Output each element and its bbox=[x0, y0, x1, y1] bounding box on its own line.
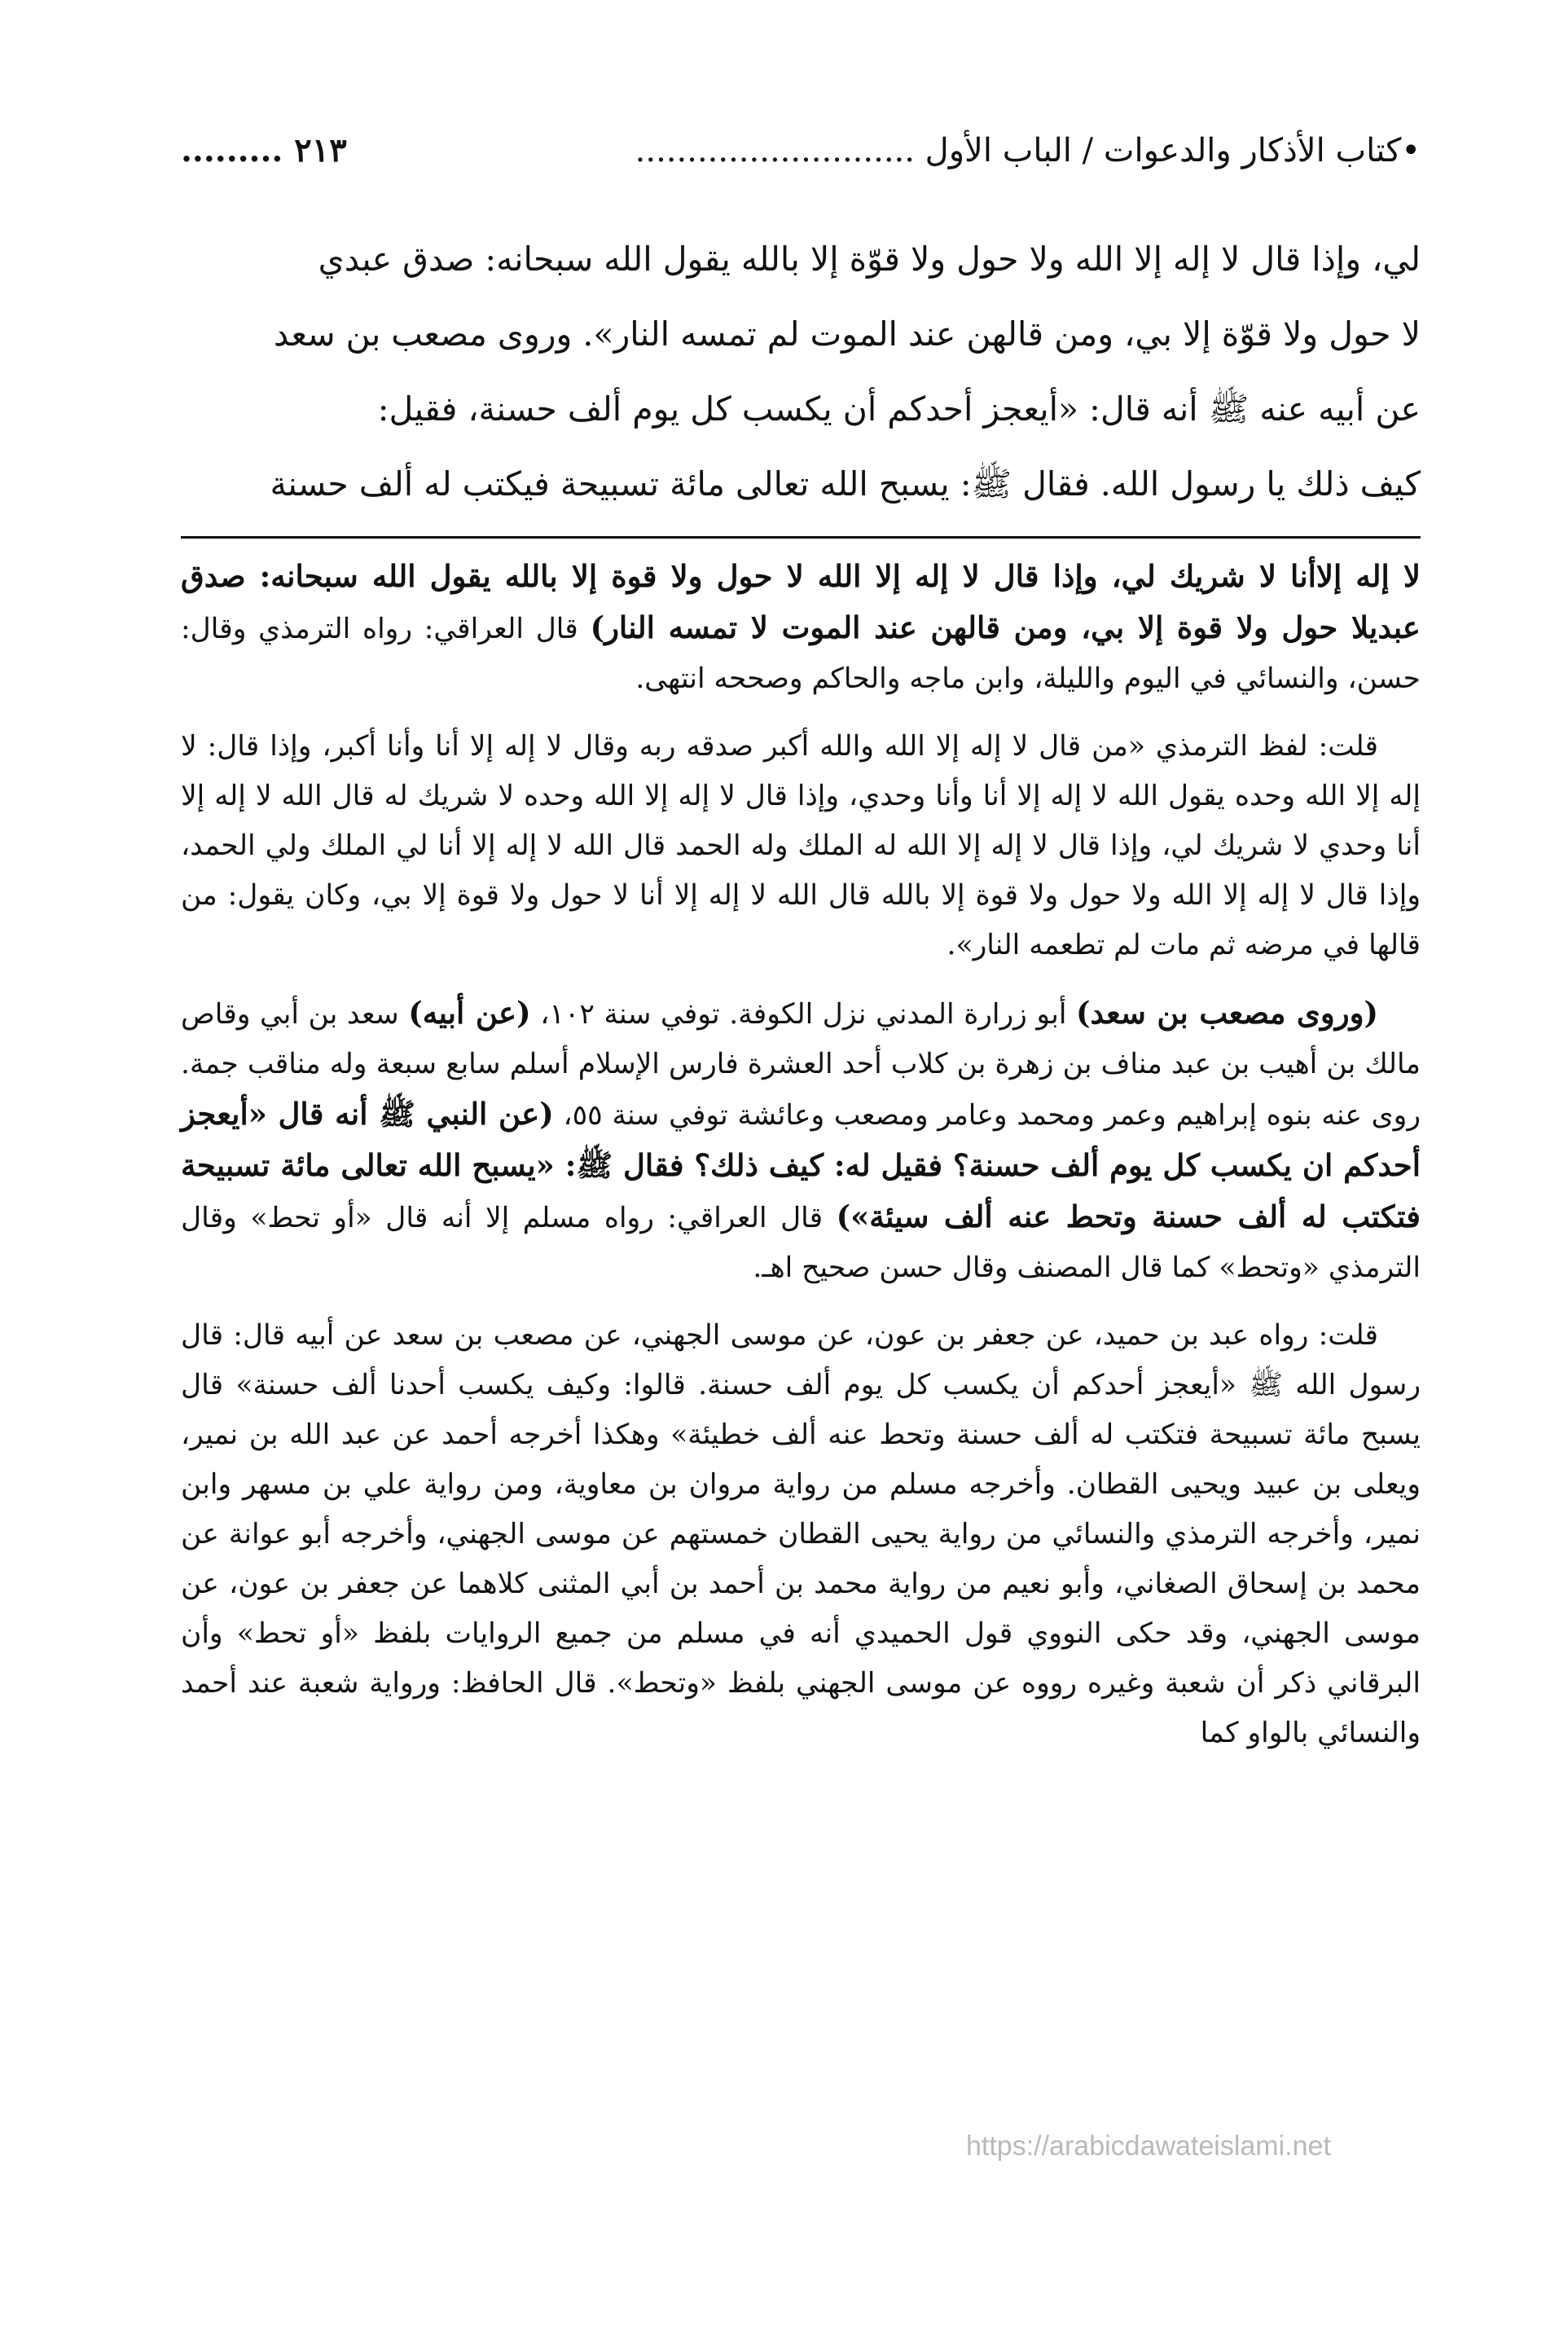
main-text-line: لا حول ولا قوّة إلا بي، ومن قالهن عند الموت لم تمسه النار». وروى مصعب بن سعد bbox=[273, 315, 1421, 354]
commentary-paragraph-1 bbox=[181, 552, 1421, 704]
book-page bbox=[181, 122, 1421, 1776]
separator-rule bbox=[181, 536, 1421, 539]
commentary-text: سعد بن أبي وقاص مالك بن أهيب بن عبد مناف بن زهرة بن كلاب أحد العشرة فارس الإسلام أسلم سابع سبعة وله مناقب جمة. روى عنه بنوه إبراهيم وعمر ومحمد وعامر ومصعب وعائشة توفي سنة ٥٥، bbox=[181, 998, 1421, 1132]
commentary-bold-quote: (وروى مصعب بن سعد) bbox=[1076, 995, 1378, 1031]
commentary-text: قال العراقي: رواه الترمذي وقال: حسن، والنسائي في اليوم والليلة، وابن ماجه والحاكم وصححه انتهى. bbox=[181, 613, 1421, 695]
running-header-title: •كتاب الأذكار والدعوات / الباب الأول ........................... bbox=[635, 132, 1421, 169]
running-header bbox=[181, 122, 1421, 179]
commentary-text: أبو زرارة المدني نزل الكوفة. توفي سنة ١٠٢، bbox=[530, 998, 1077, 1031]
commentary-bold-quote: (عن أبيه) bbox=[408, 995, 531, 1031]
main-text-line: عن أبيه عنه ﷺ أنه قال: «أيعجز أحدكم أن يكسب كل يوم ألف حسنة، فقيل: bbox=[377, 389, 1421, 429]
main-text bbox=[181, 222, 1421, 521]
commentary bbox=[181, 552, 1421, 1758]
page-number: ٢١٣ ......... bbox=[181, 131, 347, 169]
commentary-paragraph-2 bbox=[181, 722, 1421, 970]
commentary-paragraph-4 bbox=[181, 1311, 1421, 1758]
commentary-bold-quote: لا إله إلاأنا لا شريك لي، وإذا قال لا إله إلا الله لا حول ولا قوة إلا بالله يقول الله سبحانه: صدق عبديلا حول ولا قوة إلا بي، ومن قالهن عند الموت لا تمسه النار) bbox=[181, 558, 1421, 645]
commentary-paragraph-3 bbox=[181, 988, 1421, 1293]
watermark-url: https://arabicdawateislami.net bbox=[966, 2131, 1331, 2162]
commentary-text: قلت: رواه عبد بن حميد، عن جعفر بن عون، عن موسى الجهني، عن مصعب بن سعد عن أبيه قال: قال رسول الله ﷺ «أيعجز أحدكم أن يكسب كل يوم ألف حسنة. قالوا: وكيف يكسب أحدنا ألف حسنة» قال يسبح مائة تسبيحة فتكتب له ألف حسنة وتحط عنه ألف خطيئة» وهكذا أخرجه أحمد عن عبد الله بن نمير، ويعلى بن عبيد ويحيى القطان. وأخرجه مسلم من رواية مروان بن معاوية، ومن رواية علي بن مسهر وابن نمير، وأخرجه الترمذي والنسائي من رواية يحيى القطان خمستهم عن موسى الجهني، وأخرجه أبو عوانة عن محمد بن إسحاق الصغاني، وأبو نعيم من رواية محمد بن أحمد بن أبي المثنى كلاهما عن جعفر بن عون، عن موسى الجهني، وقد حكى النووي قول الحميدي أنه في مسلم من جميع الروايات بلفظ «أو تحط» وأن البرقاني ذكر أن شعبة وغيره رووه عن موسى الجهني بلفظ «وتحط». قال الحافظ: ورواية شعبة عند أحمد والنسائي بالواو كما bbox=[181, 1319, 1421, 1749]
commentary-text: قلت: لفظ الترمذي «من قال لا إله إلا الله والله أكبر صدقه ربه وقال لا إله إلا أنا وأنا أكبر، وإذا قال: لا إله إلا الله وحده يقول الله لا إله إلا أنا وأنا وحدي، وإذا قال لا إله إلا الله وحده لا شريك له قال الله لا إله إلا أنا وحدي لا شريك لي، وإذا قال لا إله إلا الله له الملك وله الحمد قال الله لا إله إلا أنا لي الملك ولي الحمد، وإذا قال لا إله إلا الله ولا حول ولا قوة إلا بالله قال الله لا إله إلا أنا لا حول ولا قوة إلا بي، وكان يقول: من قالها في مرضه ثم مات لم تطعمه النار». bbox=[181, 730, 1421, 961]
main-text-line: لي، وإذا قال لا إله إلا الله ولا حول ولا قوّة إلا بالله يقول الله سبحانه: صدق عبدي bbox=[318, 240, 1421, 279]
main-text-line: كيف ذلك يا رسول الله. فقال ﷺ: يسبح الله تعالى مائة تسبيحة فيكتب له ألف حسنة bbox=[270, 464, 1421, 504]
commentary-bold-quote: (عن النبي ﷺ أنه قال «أيعجز أحدكم ان يكسب كل يوم ألف حسنة؟ فقيل له: كيف ذلك؟ فقال ﷺ: «يسبح الله تعالى مائة تسبيحة فتكتب له ألف حسنة وتحط عنه ألف سيئة») bbox=[181, 1096, 1421, 1234]
commentary-text: قال العراقي: رواه مسلم إلا أنه قال «أو تحط» وقال الترمذي «وتحط» كما قال المصنف وقال حسن صحيح اهـ. bbox=[181, 1202, 1421, 1284]
